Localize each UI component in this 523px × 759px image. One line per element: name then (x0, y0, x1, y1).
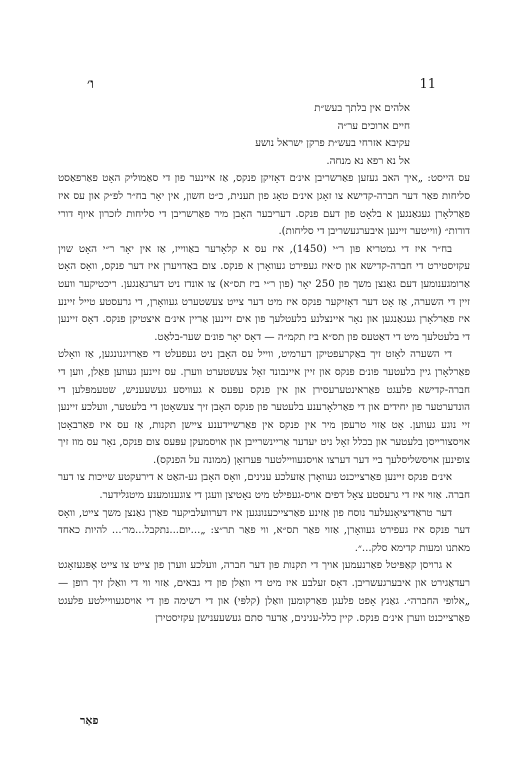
paragraph: בח״ר איז די גמטריא פון ר״י (1450), איז עס א קלאָרער באַווייז, אַז אין יאָר ר״י האָט שוין עקזיסטירט די חברה-קדישא און ס׳איז געפירט געוואָרן א פנקס. צום באַדויערן איז דער פנקס, וואָס האָט אַרומגענומען דעם גאַנצן משך פון 250 יאָר (פון ר״י ביז תס״א) צו אונדז ניט דערגאַנגען. ריכטיקער וועט זיין די השערה, אַז אָט דער דאָזיקער פנקס איז מיט דער צייט צעשטערט געוואָרן, די גרעסטע טייל זיינע איז פאַרלאָרן געגאַנגען און נאָר איינצלנע בלעטלעך פון אים זיינען אַריין אינ׳ם איצטיקן פנקס. דאָס זיינען די בלעטלעך מיט די דאַטעס פון תס״א ביז תקמ״ה — דאָס יאָר פונ׳ם שער-בלאַט. (58, 243, 470, 343)
paragraph: עס הייסט: „איך האב געזען פאַרשריבן אינ׳ם דאָזיקן פנקס, אַז איינער פון די סאַמוליק האָט פאַרפאַסט סליחות פאַר דער חברה-קדישא צו זאָגן אינ׳ם טאָג פון תענית, כ״ט חשון, אין יאָר בח״ר לפ״ק און עס איז פאַרלאָרן געגאַנגען א בלאָט פון דעם פנקס. דעריבער האָבן מיר פאַרשריבן די סליחות לזכרון איוף דורי דורות״ (ווייטער זיינען איבערגעשריבן די סליחות). (58, 173, 470, 238)
page-number: 11 (419, 77, 436, 92)
page-letter-marker: ו׳ (87, 76, 94, 92)
epitaph-line: עקיבא אזרחי בעש״ת פרקן ישראל נושע (255, 138, 410, 150)
document-body (58, 100, 470, 628)
epitaph-block (58, 100, 470, 170)
epitaph-line: אל נא רפא נא מנחה. (326, 155, 410, 167)
paragraph: אינ׳ם פנקס זיינען פאַרצייכנט געוואָרן אַזעלכע ענינים, וואָס האָבן גע-האַט א דירעקטע שייכות צו דער חברה. אַזוי איז די גרעסטע צאָל דפים אויס-געפילט מיט נאָטיצן וועגן די צוגענומענע מיטגלידער. (58, 472, 470, 502)
epitaph-line: אלהים אין בלתך בעש״ת (314, 103, 410, 114)
paragraph: א גרויסן קאַפּיטל פאַרנעמען אויך די תקנות פון דער חברה, וועלכע ווערן פון צייט צו צייט אָפּגעזאָגט רעדאַגירט און איבערגעשריבן. דאָס זעלבע איז מיט די וואַלן פון די גבאים, אַזוי ווי די וואַלן זיך רופן — „אלופי החברה״. גאַנץ אָפט פלעגן פאַרקומען וואַלן (קלפּי) און די רשימה פון די אויסגעוויילטע פלעגט פאַרצייכנט ווערן אינ׳ם פנקס. קיין כלל-ענינים, אַדער סתם געשעענישן עקזיסטירן (58, 560, 470, 625)
paragraph: די השערה לאָזט זיך באַקרעפטיקן דערמיט, ווייל עס האָבן ניט געפעלט די פאַרזיגנונגען, אַז וואָלט פאַרלאָרן גיין בלעטער פונ׳ם פנקס און זיין איינבונד זאָל צעשטערט ווערן. עס זיינען געווען פאַלן, ווען די חברה-קדישא פלעגט פאַראינטערעסירן און אין פנקס עפּעס א געוויסע געשעעניש, שטעמפּלען די הונדערטער פון יחידים און די פאַרלאָרענע בלעטער פון פנקס האָבן זיך צעשאָטן די בלעטער, וועלכע זיינען זיי נוגע געווען. אָט אַזוי טרעפן מיר אין פנקס אין פאַרשיידענע ציישן תקנות, אַז עס איז פאַרבאָטן אויסצורייסן בלעטער און בכלל זאָל ניט יעדער אַריינשרייבן און אויסמעקן עפּעס צום פנקס, נאָר עס מוז זיך צופינען אויסשליסלעך ביי דער דערצו אויסגעוויילטער פּערזאָן (ממונה על הפנקס). (58, 349, 470, 466)
catchword: פאַר (80, 714, 99, 727)
paragraph: דער טראַדיציאָנעלער נוסח פון אַזינע פאַרצייכענונגען איז דערוועלביקער פאַרן גאַנצן משך צייט, וואָס דער פנקס איז געפירט געוואָרן, אַזוי פאַר תס״א, ווי פאַר תר״צ: „...יום...נתקבל...מר׳... להיות כאחד מאתנו ומעות קדימא סלק...״. (58, 507, 470, 554)
epitaph-line: חיים ארוכים ער״ה (337, 120, 410, 132)
